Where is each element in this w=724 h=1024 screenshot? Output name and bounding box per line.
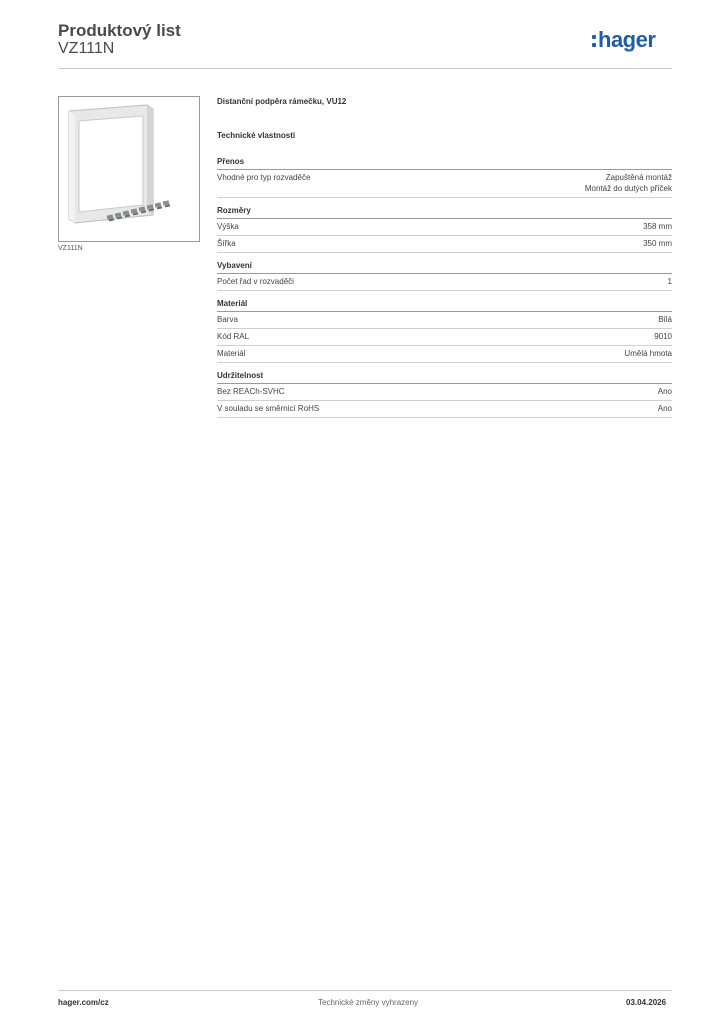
section-title: Přenos — [217, 157, 672, 170]
spec-value: Ano — [657, 387, 672, 396]
spec-row — [217, 346, 672, 363]
header-divider — [58, 68, 672, 69]
spec-row — [217, 329, 672, 346]
spec-row — [217, 384, 672, 401]
spec-value: Bílá — [658, 315, 672, 324]
spec-value: Zapuštěná montáž Montáž do dutých příček — [584, 173, 672, 193]
spec-label: Počet řad v rozvaděči — [217, 277, 294, 286]
spec-value: 358 mm — [643, 222, 672, 231]
spec-row — [217, 274, 672, 291]
section-title: Rozměry — [217, 206, 672, 219]
spec-label: Materiál — [217, 349, 246, 358]
frame-illustration — [59, 97, 199, 241]
page-title: Produktový list — [58, 21, 181, 40]
section-material — [217, 299, 672, 363]
spec-row — [217, 312, 672, 329]
spec-label: Kód RAL — [217, 332, 250, 341]
section-title: Udržitelnost — [217, 371, 672, 384]
spec-value: Umělá hmota — [624, 349, 672, 358]
spec-row — [217, 170, 672, 198]
spec-label: Šířka — [217, 239, 236, 248]
footer-date: 03.04.2026 — [626, 998, 667, 1007]
section-title: Vybavení — [217, 261, 672, 274]
spec-row — [217, 236, 672, 253]
spec-value: 350 mm — [643, 239, 672, 248]
spec-label: Barva — [217, 315, 238, 324]
spec-label: Výška — [217, 222, 239, 231]
image-caption: VZ111N — [58, 245, 83, 252]
footer-website-link[interactable]: hager.com/cz — [58, 998, 109, 1007]
product-image — [58, 96, 200, 242]
section-transfer — [217, 157, 672, 198]
section-equipment — [217, 261, 672, 291]
section-dimensions — [217, 206, 672, 253]
technical-properties-heading: Technické vlastnosti — [217, 131, 296, 140]
product-code: VZ111N — [58, 40, 115, 57]
spec-label: Vhodné pro typ rozvaděče — [217, 173, 311, 182]
spec-value: 9010 — [654, 332, 672, 341]
hager-logo[interactable] — [592, 27, 674, 57]
spec-value: Ano — [657, 404, 672, 413]
product-name: Distanční podpěra rámečku, VU12 — [217, 97, 347, 106]
logo-wordmark: hager — [598, 27, 656, 52]
spec-row — [217, 219, 672, 236]
footer-divider — [58, 990, 672, 991]
footer-disclaimer: Technické změny vyhrazeny — [318, 998, 419, 1007]
spec-value: 1 — [667, 277, 672, 286]
spec-row — [217, 401, 672, 418]
specifications — [217, 157, 672, 426]
spec-label: V souladu se směrnicí RoHS — [217, 404, 320, 413]
section-sustainability — [217, 371, 672, 418]
spec-label: Bez REACh-SVHC — [217, 387, 285, 396]
section-title: Materiál — [217, 299, 672, 312]
